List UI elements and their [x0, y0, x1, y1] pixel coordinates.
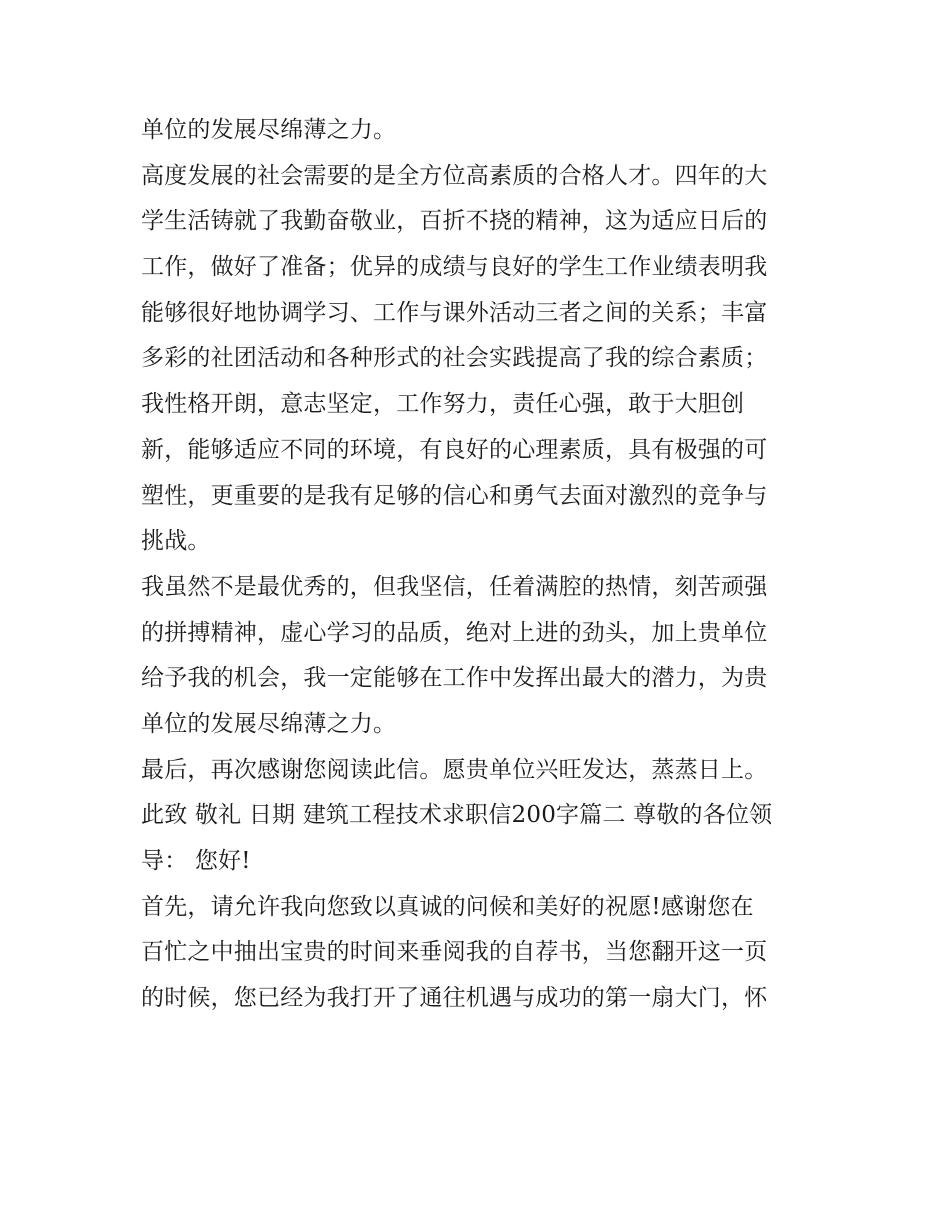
text-line: 的拼搏精神，虚心学习的品质，绝对上进的劲头，加上贵单位 [141, 619, 768, 646]
text-line: 我虽然不是最优秀的，但我坚信，任着满腔的热情，刻苦顽强 [141, 573, 768, 600]
text-line: 学生活铸就了我勤奋敬业，百折不挠的精神，这为适应日后的 [141, 208, 768, 235]
text-line: 导： 您好! [141, 848, 251, 874]
text-line: 单位的发展尽绵薄之力。 [141, 710, 397, 737]
text-line: 多彩的社团活动和各种形式的社会实践提高了我的综合素质； [141, 345, 768, 372]
text-line: 单位的发展尽绵薄之力。 [141, 117, 397, 143]
text-line: 能够很好地协调学习、工作与课外活动三者之间的关系；丰富 [141, 299, 768, 326]
text-line: 高度发展的社会需要的是全方位高素质的合格人才。四年的大 [141, 162, 768, 189]
text-line: 工作，做好了准备；优异的成绩与良好的学生工作业绩表明我 [141, 254, 768, 281]
text-line: 首先，请允许我向您致以真诚的问候和美好的祝愿!感谢您在 [141, 893, 754, 920]
text-line: 百忙之中抽出宝贵的时间来垂阅我的自荐书，当您翻开这一页 [141, 939, 768, 966]
text-line: 的时候，您已经为我打开了通往机遇与成功的第一扇大门，怀 [141, 985, 768, 1012]
text-line: 此致 敬礼 日期 建筑工程技术求职信200字篇二 尊敬的各位领 [141, 802, 773, 829]
text-line: 塑性，更重要的是我有足够的信心和勇气去面对激烈的竞争与 [141, 482, 768, 509]
body-text [141, 108, 816, 1022]
text-line: 挑战。 [141, 528, 211, 555]
text-line: 我性格开朗，意志坚定，工作努力，责任心强，敢于大胆创 [141, 391, 745, 418]
text-line: 最后，再次感谢您阅读此信。愿贵单位兴旺发达，蒸蒸日上。 [141, 756, 768, 783]
text-line: 新，能够适应不同的环境，有良好的心理素质，具有极强的可 [141, 436, 768, 463]
text-line: 给予我的机会，我一定能够在工作中发挥出最大的潜力，为贵 [141, 665, 768, 692]
